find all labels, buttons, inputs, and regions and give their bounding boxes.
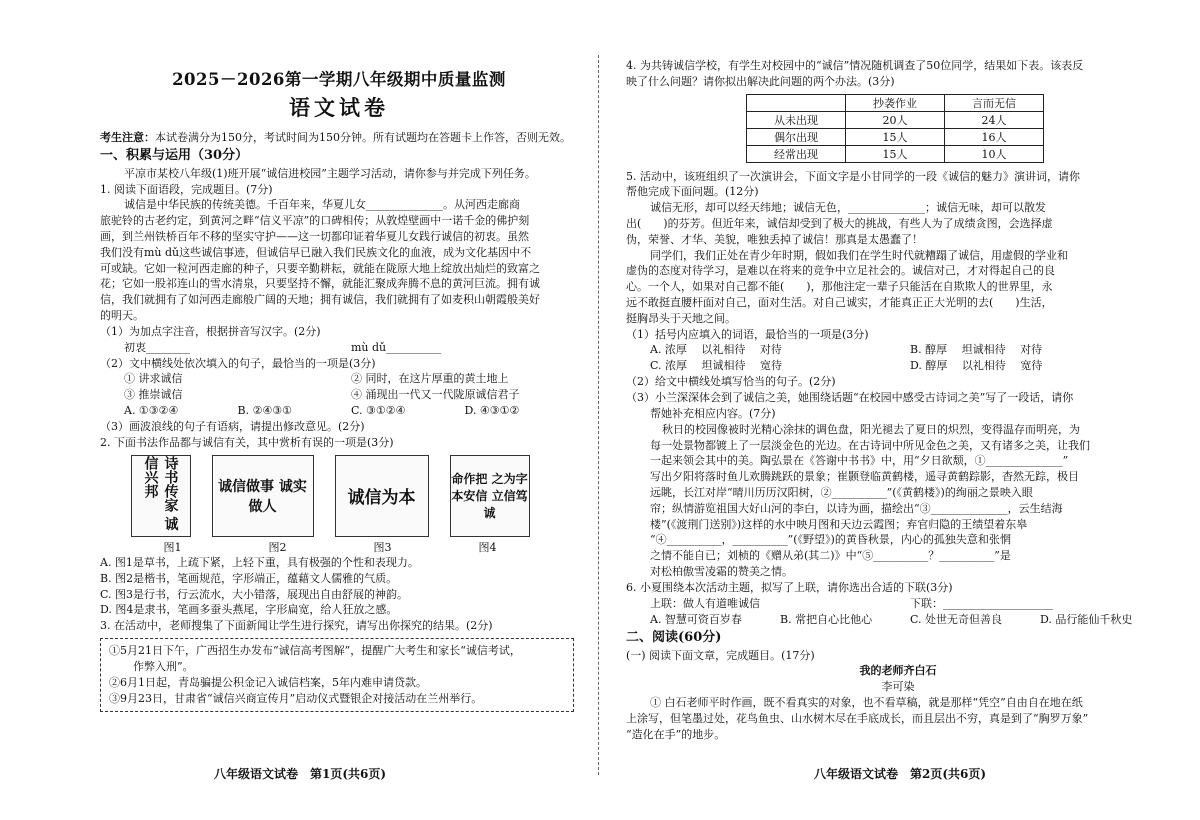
speech-line: 挺胸昂头于天地之间。	[626, 311, 736, 325]
table-cell: 15人	[846, 145, 945, 162]
option-c: C. 处世无奇但善良	[910, 612, 1003, 626]
poem-line: 之情不能自已；刘桢的《赠从弟(其二)》中“⑤__________？__________”是	[650, 549, 1011, 563]
notice-label: 考生注意：	[100, 131, 155, 144]
calligraphy-figure-1: 诗书传家 诚信兴邦	[131, 455, 191, 537]
news-line: ①5月21日下午，广西招生办发布“诚信高考图解”，提醒广大考生和家长“诚信考试，	[109, 643, 521, 657]
poem-line: 秋日的校园像被时光精心涂抹的调色盘，阳光褪去了夏日的炽烈，变得温存而明亮，为	[662, 422, 1080, 436]
table-header: 抄袭作业	[846, 94, 945, 111]
option-b: B. 醇厚 坦诚相待 对待	[910, 343, 1043, 357]
table-cell: 16人	[945, 128, 1044, 145]
q5-3-stem-line: 帮她补充相应内容。(7分)	[650, 406, 776, 420]
intro-text: 平凉市某校八年级(1)班开展“诚信进校园”主题学习活动，请你参与并完成下列任务。	[124, 166, 536, 180]
q2-option-c: C. 图3是行书，行云流水，大小错落，展现出自由舒展的神韵。	[100, 587, 409, 601]
q1-3-stem: （3）画波浪线的句子有语病，请提出修改意见。(2分)	[100, 420, 365, 434]
poem-line: 楼”(《渡荆门送别》)这样的水中映月图和天边云霞图；弃官归隐的王绩望着东皋	[650, 517, 1028, 531]
calligraphy-captions	[120, 539, 540, 555]
passage-line: 可或缺。它如一粒河西走廊的种子，只要辛勤耕耘，就能在陇原大地上绽放出灿烂的致富之	[100, 261, 540, 275]
notice-text: 本试卷满分为150分，考试时间为150分钟。所有试题均在答题卡上作答，否则无效。	[155, 131, 571, 144]
option-a: A. ①③②④	[124, 404, 179, 418]
q5-3-stem-line: （3）小兰深深体会到了诚信之美，她围绕话题“在校园中感受古诗词之美”写了一段话，请你	[626, 391, 1074, 405]
q5-1-options	[626, 342, 1170, 374]
q1-2-items	[100, 371, 578, 403]
poem-line: 对松柏傲雪凌霜的赞美之情。	[650, 564, 793, 578]
option-b: B. ②④③①	[237, 404, 293, 418]
q1-2-options	[100, 403, 578, 419]
table-row	[747, 111, 1044, 128]
poem-line: 每一处景物都镀上了一层淡金色的光边。在古诗词中所见金色之美，又有诸多之美，让我们	[650, 438, 1090, 452]
section-1-heading: 一、积累与运用（30分）	[100, 147, 249, 163]
poem-passage	[626, 422, 1170, 580]
poem-line: 写出夕阳将落时鱼儿欢腾跳跃的景象；崔颢登临黄鹤楼，遥寻黄鹤踪影，杳然无踪，极目	[650, 470, 1079, 484]
survey-table	[746, 94, 1044, 163]
calligraphy-figure-4: 命作把 之为字 本安信 立信笃诚	[450, 455, 530, 537]
figure-caption: 图4	[478, 540, 497, 554]
passage-line: 画，到兰州铁桥百年不移的坚实守护——这一切都印证着华夏儿女践行诚信的初衷。虽然	[100, 229, 529, 243]
speech-line: 出( )的芬芳。但近年来，诚信却受到了极大的挑战，有些人为了成绩贪图，会选择虚	[626, 216, 1053, 230]
poem-line: 一起来领会其中的美。陶弘景在《答谢中书书》中，用“夕日欲颓，①______________”	[650, 454, 1069, 468]
option-a: A. 智慧可资百岁春	[650, 612, 742, 626]
poem-line: 帘；纵情游览祖国大好山河的李白，以诗为画，描绘出“③______________，云生结海	[650, 501, 1063, 515]
table-header-row	[747, 94, 1044, 111]
article-title: 我的老师齐白石	[859, 664, 937, 678]
reading-intro: (一) 阅读下面文章，完成题目。(17分)	[626, 648, 815, 662]
speech-line: 伪，荣誉、才华、美貌，唯独丢掉了诚信！那真是太愚蠢了！	[626, 232, 923, 246]
poem-line: “④__________，__________”(《野望》)的黄昏秋景，内心的孤独失意和张惘	[650, 533, 1011, 547]
list-item: ② 同时，在这片厚重的黄土地上	[351, 372, 509, 386]
q1-2-stem: （2）文中横线处依次填入的句子，最恰当的一项是(3分)	[100, 356, 376, 370]
news-line: ②6月1日起，青岛骗提公积金记入诚信档案，5年内难申请贷款。	[109, 675, 427, 689]
q2-option-b: B. 图2是楷书，笔画规范，字形端正，蕴藉文人儒雅的气质。	[100, 571, 398, 585]
speech-line: 虚伪的态度对待学习，是难以在将来的竞争中立足社会的。诚信对己，才对得起自己的良	[626, 264, 1055, 278]
q3-stem: 3. 在活动中，老师搜集了下面新闻让学生进行探究，请写出你探究的结果。(2分)	[100, 619, 493, 633]
exam-title: 2025－2026第一学期八年级期中质量监测	[172, 70, 506, 89]
q2-stem: 2. 下面书法作品都与诚信有关，其中赏析有误的一项是(3分)	[100, 436, 394, 450]
table-cell: 偶尔出现	[747, 128, 846, 145]
news-line: 作弊入刑”。	[133, 659, 194, 673]
passage-line: 花；它如一股祁连山的雪水清泉，只要坚持不懈，就能汇聚成奔腾不息的黄河巨流。拥有诚	[100, 277, 540, 291]
figure-caption: 图3	[373, 540, 392, 554]
table-row	[747, 145, 1044, 162]
table-row	[747, 128, 1044, 145]
page-2	[600, 0, 1200, 820]
option-c: C. 浓厚 坦诚相待 宽待	[650, 359, 783, 373]
speech-line: 心。一个人，如果对自己都不能( )，那他注定一辈子只能活在自欺欺人的世界里，永	[626, 280, 1053, 294]
q6-couplet	[626, 596, 1170, 612]
q5-1-stem: （1）括号内应填入的词语，最恰当的一项是(3分)	[626, 327, 869, 341]
table-cell: 10人	[945, 145, 1044, 162]
blank-chuzhong: 初衷________	[124, 340, 190, 354]
calligraphy-figure-3: 诚信为本	[335, 455, 429, 537]
page-2-footer: 八年级语文试卷 第2页(共6页)	[813, 767, 987, 781]
q4-stem-line: 4. 为共铸诚信学校，有学生对校园中的“诚信”情况随机调查了50位同学，结果如下表。该表反	[626, 59, 1084, 72]
q1-stem: 1. 阅读下面语段，完成题目。(7分)	[100, 182, 273, 196]
figure-caption: 图2	[268, 540, 287, 554]
article-author: 李可染	[881, 680, 915, 694]
list-item: ③ 推崇诚信	[124, 388, 183, 402]
speech-line: 诚信无形，却可以经天纬地；诚信无色，______________；诚信无味，却可以散发	[650, 201, 1046, 215]
poem-line: 远眺，长江对岸“晴川历历汉阳树，②__________”(《黄鹤楼》)的绚丽之景映入眼	[650, 485, 1033, 499]
table-cell: 经常出现	[747, 145, 846, 162]
option-d: D. 品行能仙千秋史	[1040, 612, 1133, 626]
passage-line: 诚信是中华民族的传统美德。千百年来，华夏儿女______________。从河西走廊商	[124, 198, 520, 212]
option-c: C. ③①②④	[351, 404, 406, 418]
table-cell: 从未出现	[747, 111, 846, 128]
calligraphy-figure-2: 诚信做事 诚实做人	[212, 455, 314, 537]
table-cell: 15人	[846, 128, 945, 145]
q2-option-a: A. 图1是草书，上疏下紧，上轻下重，具有极强的个性和表现力。	[100, 555, 419, 569]
list-item: ④ 涌现出一代又一代陇原诚信君子	[351, 388, 520, 402]
q5-stem-line: 5. 活动中，该班组织了一次演讲会，下面文字是小甘同学的一段《诚信的魅力》演讲词，请你	[626, 169, 1080, 183]
news-box	[100, 638, 574, 712]
page-1-footer: 八年级语文试卷 第1页(共6页)	[213, 767, 387, 781]
table-cell: 24人	[945, 111, 1044, 128]
news-line: ③9月23日，甘肃省“诚信兴商宣传月”启动仪式暨银企对接活动在兰州举行。	[109, 691, 483, 705]
calligraphy-figures	[120, 455, 540, 537]
speech-line: 远不敢挺直腰杆面对自己，面对生活。对自己诚实，才能真正正大光明的去( )生活，	[626, 295, 1053, 309]
table-header	[747, 94, 846, 111]
passage-line: 信，我们就拥有了如河西走廊般广阔的天地；拥有诚信，我们就拥有了如麦积山朝霞般美好	[100, 293, 540, 307]
article-line: ① 白石老师平时作画，既不看真实的对象，也不看草稿，就是那样“凭空”自由自在地在纸	[650, 695, 1083, 709]
table-header: 言而无信	[945, 94, 1044, 111]
speech-line: 同学们，我们正处在青少年时期，假如我们在学生时代就糟蹋了诚信，用虚假的学业和	[650, 248, 1068, 262]
article-line: 上涂写，但笔墨过处，花鸟鱼虫、山水树木尽在手底成长，而且层出不穷，真是到了“胸罗万象”	[626, 711, 1089, 725]
q6-options	[626, 612, 1170, 628]
passage-line: 旅驼铃的古老约定，到黄河之畔“信义平凉”的口碑相传；从敦煌壁画中一诺千金的佛护刻	[100, 214, 530, 228]
table-cell: 20人	[846, 111, 945, 128]
q5-stem-line: 帮他完成下面问题。(12分)	[626, 185, 759, 199]
option-a: A. 浓厚 以礼相待 对待	[650, 343, 782, 357]
speech-passage	[626, 200, 1170, 326]
couplet-lower: 下联：____________________	[910, 596, 1053, 610]
option-d: D. ④③①②	[464, 404, 520, 418]
q2-option-d: D. 图4是隶书，笔画多蚕头燕尾，字形扁宽，给人狂放之感。	[100, 603, 398, 617]
q5-2-stem: （2）给文中横线处填写恰当的句子。(2分)	[626, 375, 836, 389]
q1-passage	[100, 197, 578, 323]
q4-stem-line: 映了什么问题？请你拟出解决此问题的两个办法。(3分)	[626, 74, 895, 88]
article-line: “造化在手”的地步。	[626, 727, 726, 741]
passage-line: 我们没有mù dǔ这些诚信事迹，但诚信早已融入我们民族文化的血液，成为文化基因中不	[100, 245, 532, 259]
exam-subject: 语文试卷	[289, 95, 389, 120]
blank-mudu: mù dǔ__________	[351, 340, 442, 354]
section-2-heading: 二、阅读(60分)	[626, 629, 722, 645]
option-d: D. 醇厚 以礼相待 宽待	[910, 359, 1043, 373]
passage-line: 的明天。	[100, 308, 144, 322]
couplet-upper: 上联：做人有道唯诚信	[650, 596, 760, 610]
q1-1-blanks	[100, 340, 578, 356]
figure-caption: 图1	[163, 540, 182, 554]
list-item: ① 讲求诚信	[124, 372, 183, 386]
option-b: B. 常把自心比他心	[780, 612, 873, 626]
q6-stem: 6. 小夏围绕本次活动主题，拟写了上联，请你选出合适的下联(3分)	[626, 580, 953, 594]
q1-1-stem: （1）为加点字注音，根据拼音写汉字。(2分)	[100, 324, 321, 338]
